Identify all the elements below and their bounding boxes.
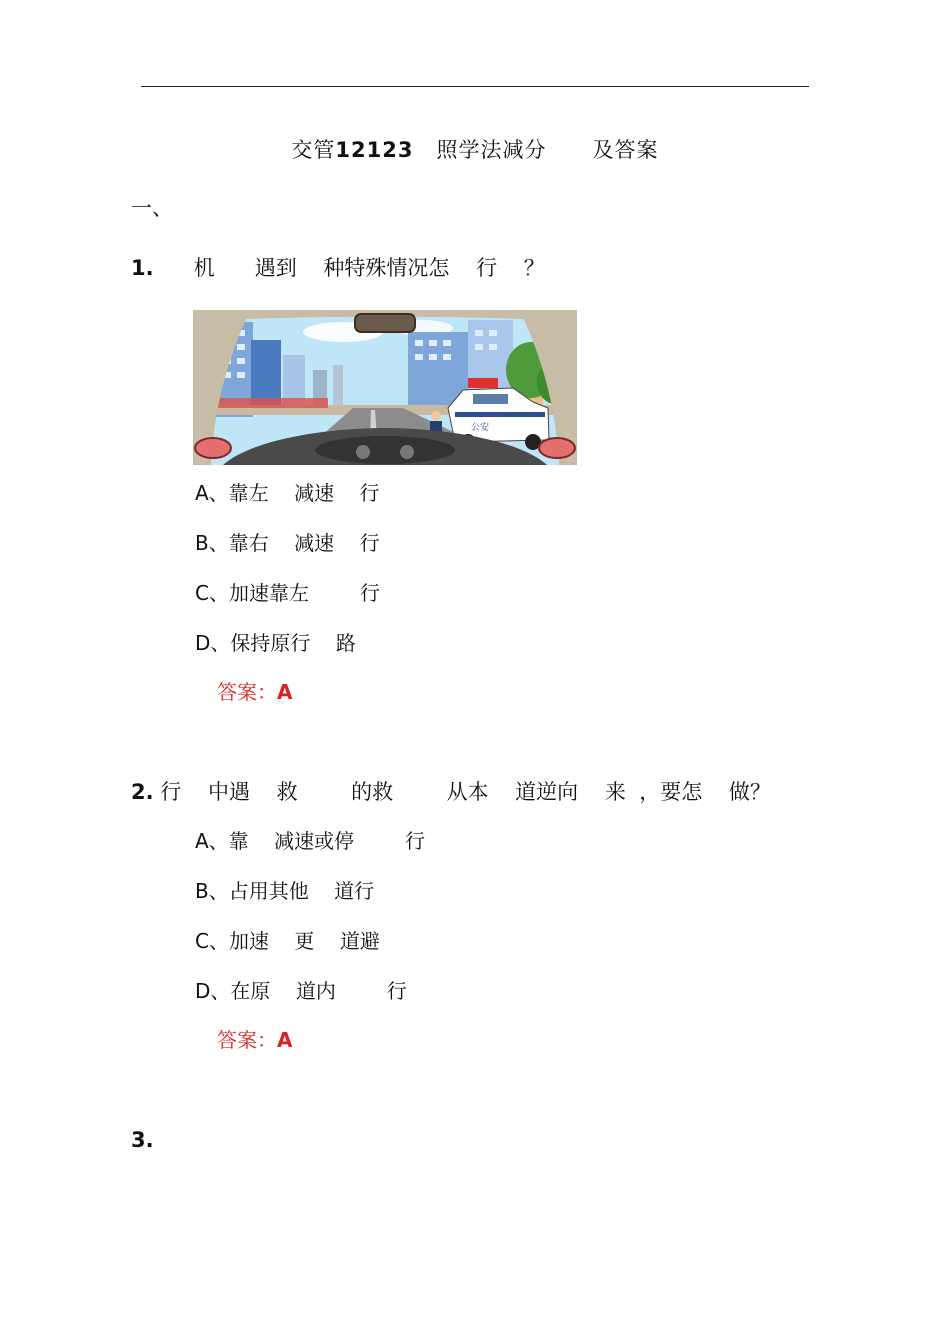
question-number: 1.: [131, 256, 154, 280]
page-title: 交管12123 照学法减分 及答案: [291, 138, 659, 162]
question-2-option-b: B、占用其他 道行: [195, 879, 375, 903]
question-1-answer: 答案：A: [217, 680, 293, 704]
question-text: 行 中遇 救 的救 从本 道逆向 来 ，要怎 做？: [153, 780, 771, 804]
question-2-option-a: A、靠 减速或停 行: [195, 829, 425, 853]
question-text: 机 遇到 种特殊情况怎 行 ？: [153, 256, 545, 280]
header-rule: [141, 86, 809, 87]
section-label: 一、: [131, 196, 173, 220]
question-1-option-b: B、靠右 减速 行: [195, 531, 380, 555]
question-2: [131, 776, 771, 806]
question-2-option-c: C、加速 更 道避: [195, 929, 380, 953]
question-number: 3.: [131, 1128, 154, 1152]
question-2-option-d: D、在原 道内 行: [195, 979, 407, 1003]
question-1-option-a: A、靠左 减速 行: [195, 481, 380, 505]
question-1-option-d: D、保持原行 路: [195, 631, 356, 655]
question-1-option-c: C、加速靠左 行: [195, 581, 380, 605]
question-number: 2.: [131, 780, 154, 804]
svg-text:公安: 公安: [471, 423, 490, 433]
driving-scene-image: [193, 310, 577, 465]
question-3: [131, 1128, 154, 1152]
question-1: [131, 252, 545, 282]
question-2-answer: 答案：A: [217, 1028, 293, 1052]
